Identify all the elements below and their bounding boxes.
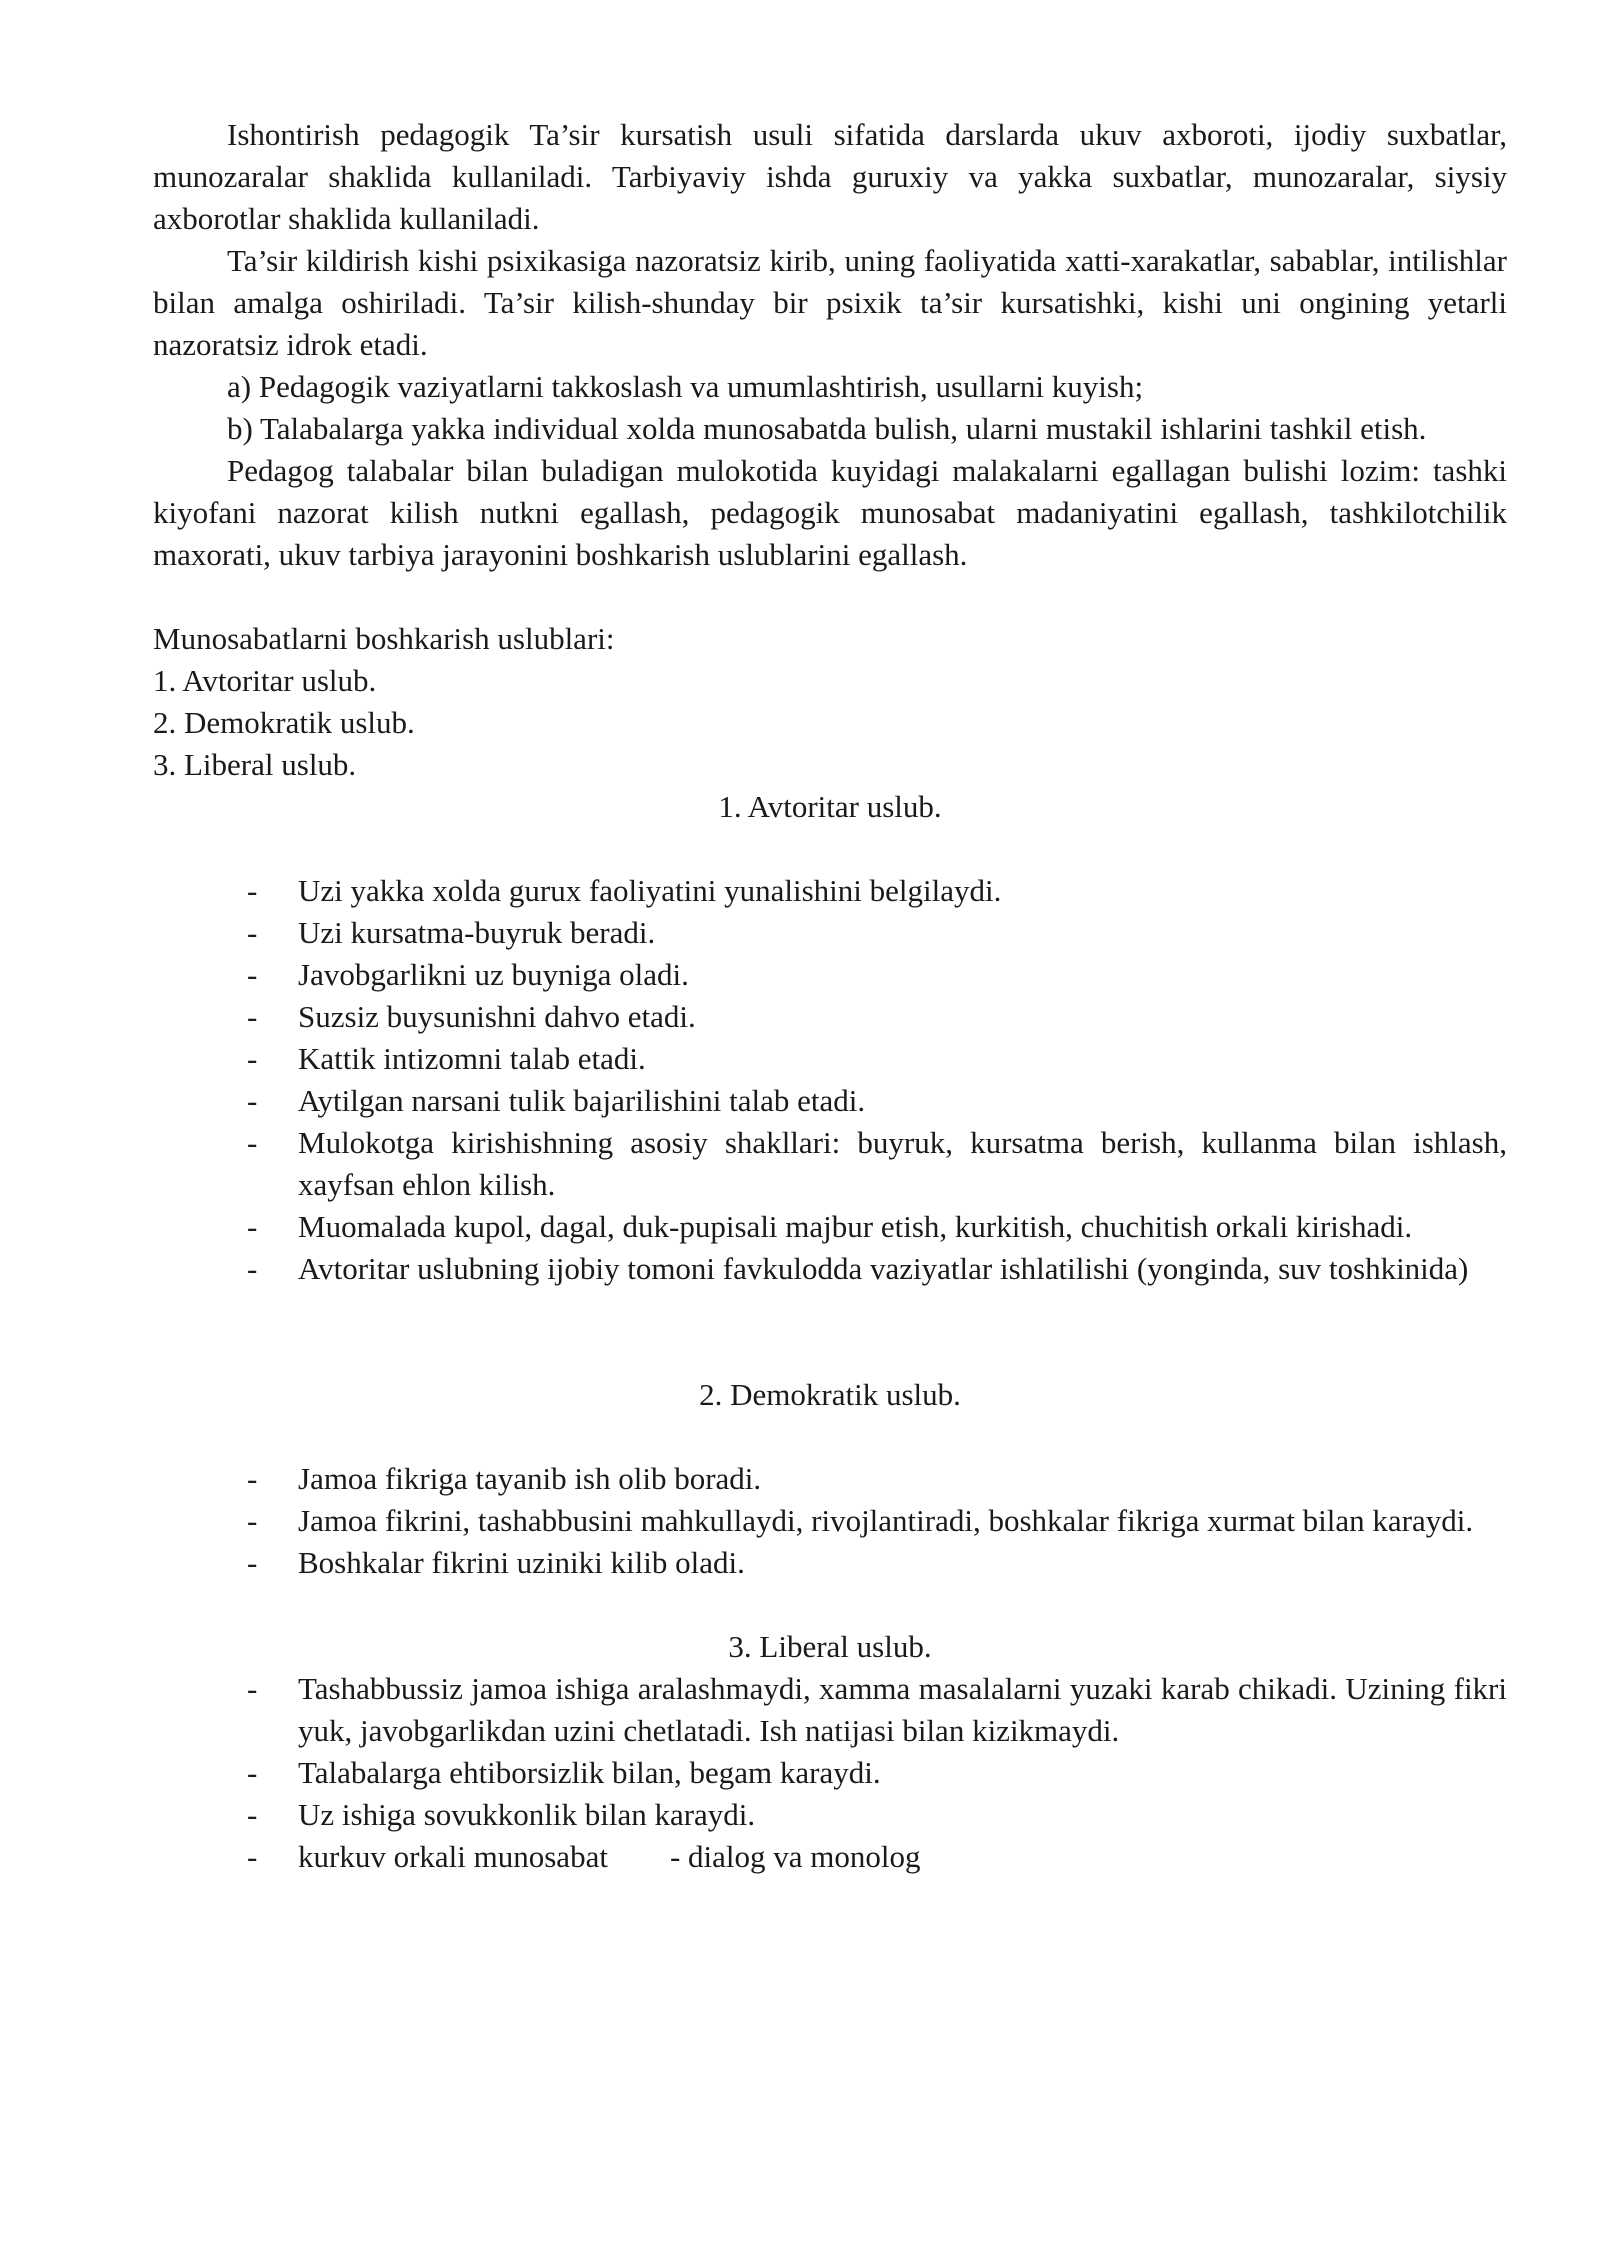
dash-bullet: - [247,1839,258,1874]
authoritarian-list [153,870,1507,1290]
dash-bullet: - [247,1671,258,1706]
democratic-list [153,1458,1507,1584]
list-item [153,1794,1507,1836]
list-item-text: Uzi kursatma-buyruk beradi. [298,915,656,950]
list-item-text: Javobgarlikni uz buyniga oladi. [298,957,689,992]
list-item-text: Muomalada kupol, dagal, duk-pupisali majbur etish, kurkitish, chuchitish orkali kirishadi. [298,1209,1413,1244]
list-item-text: Avtoritar uslubning ijobiy tomoni favkulodda vaziyatlar ishlatilishi (yonginda, suv toshkinida) [298,1251,1469,1286]
list-item-text: Suzsiz buysunishni dahvo etadi. [298,999,696,1034]
list-item [153,1458,1507,1500]
dash-bullet: - [247,1209,258,1244]
section-heading-democratic: 2. Demokratik uslub. [699,1377,961,1412]
blank-line [153,828,1507,870]
list-item-text: kurkuv orkali munosabat [298,1839,608,1874]
dash-bullet: - [247,1755,258,1790]
list-item-text: Jamoa fikriga tayanib ish olib boradi. [298,1461,762,1496]
paragraph: Ishontirish pedagogik Ta’sir kursatish usuli sifatida darslarda ukuv axboroti, ijodiy suxbatlar, munozaralar shaklida kullaniladi. Tarbiyaviy ishda guruxiy va yakka suxbatlar, munozaralar, siysiy axborotlar shaklida kullaniladi. [153,117,1507,236]
list-item [153,912,1507,954]
list-item-text: Mulokotga kirishishning asosiy shakllari: buyruk, kursatma berish, kullanma bilan ishlash, xayfsan ehlon kilish. [298,1125,1507,1202]
blank-line [153,576,1507,618]
dash-bullet: - [247,957,258,992]
dash-bullet: - [247,1503,258,1538]
list-item-text: Kattik intizomni talab etadi. [298,1041,646,1076]
blank-line [153,1584,1507,1626]
list-item [153,1038,1507,1080]
dash-bullet: - [247,1041,258,1076]
list-item [153,1836,1507,1878]
list-item [153,870,1507,912]
list-item [153,954,1507,996]
paragraph: Pedagog talabalar bilan buladigan mulokotida kuyidagi malakalarni egallagan bulishi lozim: tashki kiyofani nazorat kilish nutkni egallash, pedagogik munosabat madaniyatini egallash, tashkilotchilik maxorati, ukuv tarbiya jarayonini boshkarish uslublarini egallash. [153,453,1507,572]
dash-bullet: - [247,1545,258,1580]
list-item [153,996,1507,1038]
dash-bullet: - [247,1797,258,1832]
styles-list-item: 2. Demokratik uslub. [153,705,415,740]
list-item [153,1542,1507,1584]
list-item [153,1668,1507,1752]
section-heading-authoritarian: 1. Avtoritar uslub. [718,789,942,824]
section-heading-liberal: 3. Liberal uslub. [728,1629,932,1664]
list-item-text: Uz ishiga sovukkonlik bilan karaydi. [298,1797,756,1832]
paragraph: a) Pedagogik vaziyatlarni takkoslash va umumlashtirish, usullarni kuyish; [227,369,1144,404]
dash-bullet: - [247,1251,258,1286]
dash-bullet: - [247,915,258,950]
list-item-text: Boshkalar fikrini uziniki kilib oladi. [298,1545,745,1580]
dash-bullet: - [247,873,258,908]
styles-list-item: 1. Avtoritar uslub. [153,663,377,698]
list-item-text: Uzi yakka xolda gurux faoliyatini yunalishini belgilaydi. [298,873,1002,908]
list-item [153,1080,1507,1122]
styles-list-item: 3. Liberal uslub. [153,747,357,782]
dash-bullet: - [247,1461,258,1496]
list-item [153,1122,1507,1206]
dash-bullet: - [247,1125,258,1160]
list-item-text: Talabalarga ehtiborsizlik bilan, begam karaydi. [298,1755,881,1790]
list-item [153,1500,1507,1542]
list-item [153,1206,1507,1248]
liberal-list [153,1668,1507,1878]
list-item-text: - dialog va monolog [669,1839,921,1874]
blank-lines [153,1290,1507,1374]
list-item-text: Aytilgan narsani tulik bajarilishini talab etadi. [298,1083,866,1118]
list-item-text: Tashabbussiz jamoa ishiga aralashmaydi, xamma masalalarni yuzaki karab chikadi. Uzining fikri yuk, javobgarlikdan uzini chetlatadi. Ish natijasi bilan kizikmaydi. [298,1671,1507,1748]
dash-bullet: - [247,999,258,1034]
styles-list-title: Munosabatlarni boshkarish uslublari: [153,621,615,656]
dash-bullet: - [247,1083,258,1118]
paragraph: b) Talabalarga yakka individual xolda munosabatda bulish, ularni mustakil ishlarini tashkil etish. [227,411,1427,446]
list-item [153,1752,1507,1794]
list-item [153,1248,1507,1290]
paragraph: Ta’sir kildirish kishi psixikasiga nazoratsiz kirib, uning faoliyatida xatti-xarakatlar, sabablar, intilishlar bilan amalga oshiriladi. Ta’sir kilish-shunday bir psixik ta’sir kursatishki, kishi uni ongining yetarli nazoratsiz idrok etadi. [153,243,1507,362]
blank-line [153,1416,1507,1458]
list-item-text: Jamoa fikrini, tashabbusini mahkullaydi, rivojlantiradi, boshkalar fikriga xurmat bilan karaydi. [298,1503,1474,1538]
